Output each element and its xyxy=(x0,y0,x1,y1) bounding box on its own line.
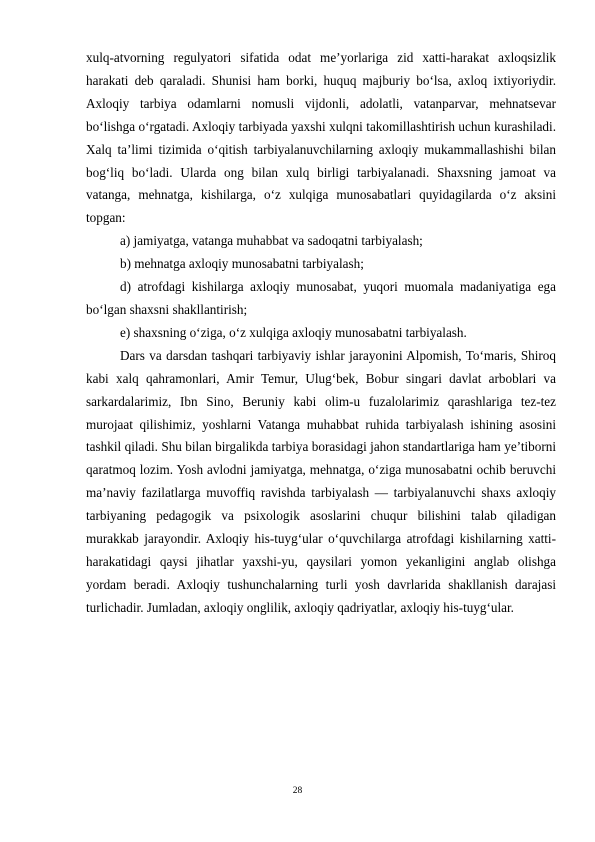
paragraph-main: Dars va darsdan tashqari tarbiyaviy ishlar jarayonini Alpomish, To‘maris, Shiroq kabi xalq qahramonlari, Amir Temur, Ulug‘bek, Bobur singari davlat arboblari va sarkardalarimiz, Ibn Sino, Beruniy kabi olim-u fuzalolarimiz qarashlariga tez-tez murojaat qilishimiz, yoshlarni Vatanga muhabbat ruhida tarbiyalash ishining asosini tashkil qiladi. Shu bilan birgalikda tarbiya borasidagi jahon standartlariga ham ye’tiborni qaratmoq lozim. Yosh avlodni jamiyatga, mehnatga, o‘ziga munosabatni ochib beruvchi ma’naviy fazilatlarga muvoffiq ravishda tarbiyalash — tarbiyalanuvchi shaxs axloqiy tarbiyaning pedagogik va psixologik asoslarini chuqur bilishini talab qiladigan murakkab jarayondir. Axloqiy his-tuyg‘ular o‘quvchilarga atrofdagi kishilarning xatti-harakatidagi qaysi jihatlar yaxshi-yu, qaysilari yomon yekanligini anglab olishga yordam beradi. Axloqiy tushunchalarning turli yosh davrlarida shakllanish darajasi turlichadir. Jumladan, axloqiy onglilik, axloqiy qadriyatlar, axloqiy his-tuyg‘ular. xyxy=(86,347,556,615)
list-item-e: e) shaxsning o‘ziga, o‘z xulqiga axloqiy munosabatni tarbiyalash. xyxy=(120,324,467,340)
list-item-d: d) atrofdagi kishilarga axloqiy munosabat, yuqori muomala madaniyatiga ega bo‘lgan shaxsni shakllantirish; xyxy=(86,279,556,317)
paragraph-continuation: xulq-atvorning regulyatori sifatida odat me’yorlariga zid xatti-harakat axloqsizlik harakati deb qaraladi. Shunisi ham borki, huquq majburiy bo‘lsa, axloq ixtiyoriydir. Axloqiy tarbiya odamlarni nomusli vijdonli, adolatli, vatanparvar, mehnatsevar bo‘lishga o‘rgatadi. Axloqiy tarbiyada yaxshi xulqni takomillashtirish uchun kurashiladi. Xalq ta’limi tizimida o‘qitish tarbiyalanuvchilarning axloqiy mukammallashishi bilan bog‘liq bo‘ladi. Ularda ong bilan xulq birligi tarbiyalanadi. Shaxsning jamoat va vatanga, mehnatga, kishilarga, o‘z xulqiga munosabatlari quyidagilarda o‘z aksini topgan: xyxy=(86,50,556,226)
list-item-b: b) mehnatga axloqiy munosabatni tarbiyalash; xyxy=(120,256,364,272)
document-body xyxy=(86,47,556,620)
page-number: 28 xyxy=(292,786,303,796)
list-item-a: a) jamiyatga, vatanga muhabbat va sadoqatni tarbiyalash; xyxy=(120,233,423,249)
